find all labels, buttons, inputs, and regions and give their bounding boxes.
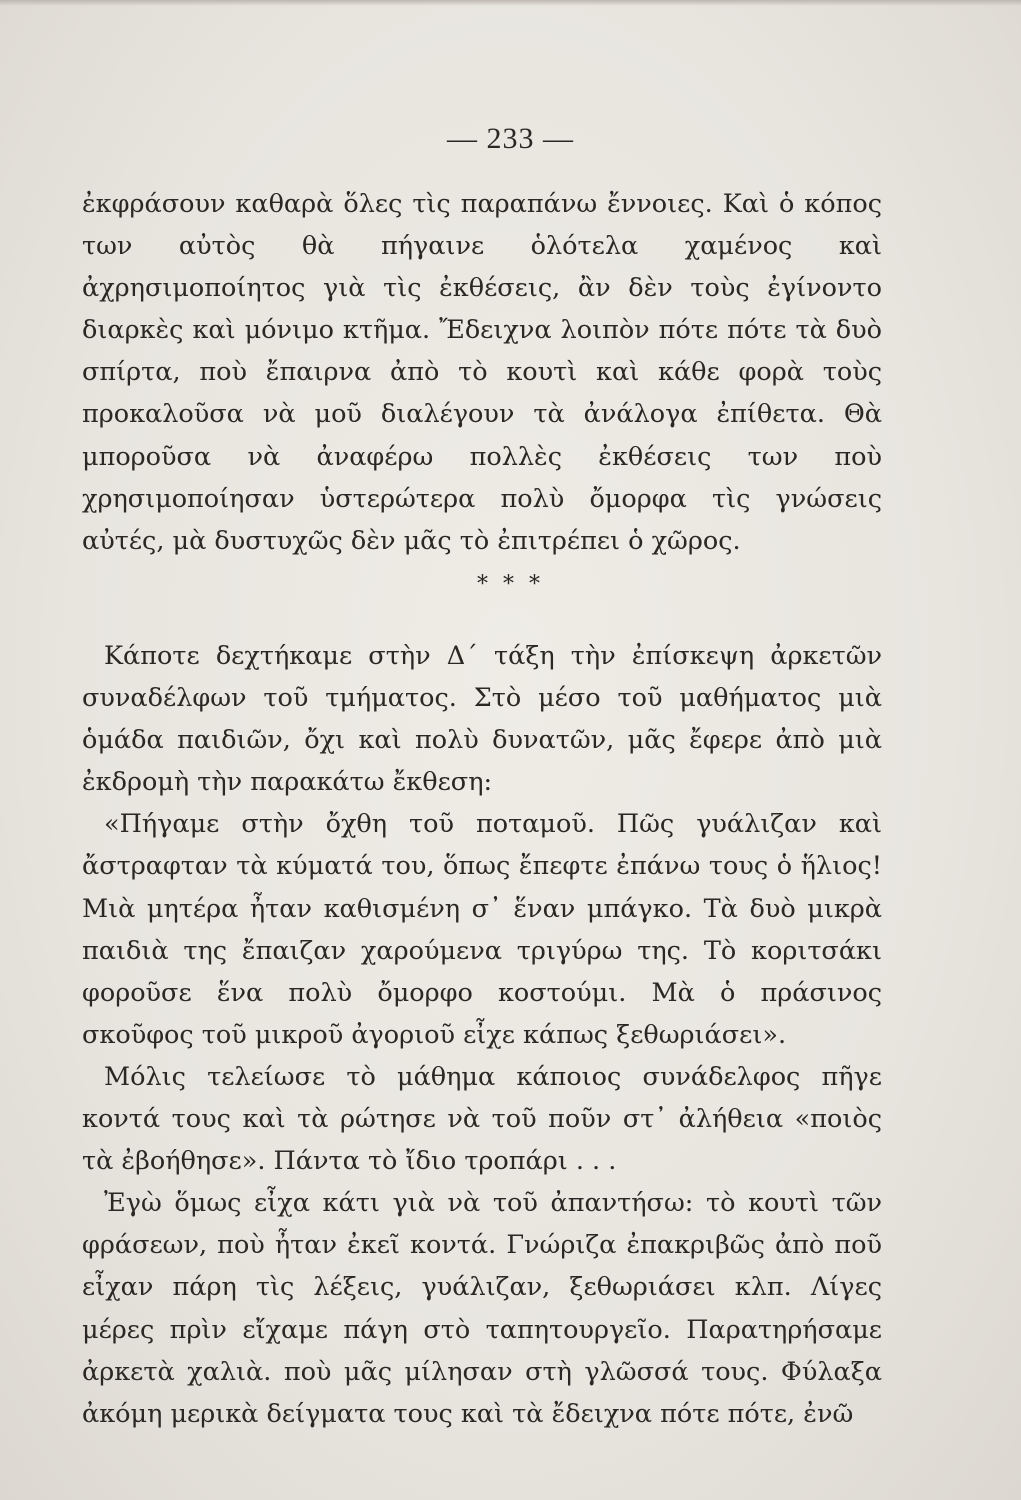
text-block-after-break [82,635,882,1435]
section-break: * * * [477,572,544,597]
paragraph-quote: «Πήγαμε στὴν ὄχθη τοῦ ποταμοῦ. Πῶς γυάλιζαν καὶ ἄστραφταν τὰ κύματά του, ὅπως ἔπεφτε ἐπάνω τους ὁ ἥλιος! Μιὰ μητέρα ἦταν καθισμένη σ᾽ ἕναν μπάγκο. Τὰ δυὸ μικρὰ παιδιὰ της ἔπαιζαν χαρούμενα τριγύρω της. Τὸ κοριτσάκι φοροῦσε ἕνα πολὺ ὄμορφο κοστούμι. Μὰ ὁ πράσινος σκοῦφος τοῦ μικροῦ ἀγοριοῦ εἶχε κάπως ξεθωριάσει». [82,809,882,1050]
paragraph: Ἐγὼ ὅμως εἶχα κάτι γιὰ νὰ τοῦ ἀπαντήσω: τὸ κουτὶ τῶν φράσεων, ποὺ ἦταν ἐκεῖ κοντά. Γνώριζα ἐπακριβῶς ἀπὸ ποῦ εἶχαν πάρη τὶς λέξεις, γυάλιζαν, ξεθωριάσει κλπ. Λίγες μέρες πρὶν εἴχαμε πάγη στὸ ταπητουργεῖο. Παρατηρήσαμε ἀρκετὰ χαλιὰ. ποὺ μᾶς μίλησαν στὴ γλῶσσά τους. Φύλαξα ἀκόμη μερικὰ δείγματα τους καὶ τὰ ἔδειχνα πότε πότε, ἐνῶ [82,1188,882,1429]
paragraph: Κάποτε δεχτήκαμε στὴν Δ΄ τάξη τὴν ἐπίσκεψη ἀρκετῶν συναδέλφων τοῦ τμήματος. Στὸ μέσο τοῦ μαθήματος μιὰ ὁμάδα παιδιῶν, ὄχι καὶ πολὺ δυνατῶν, μᾶς ἔφερε ἀπὸ μιὰ ἐκδρομὴ τὴν παρακάτω ἔκθεση: [82,641,882,798]
page-top-edge [0,0,1021,6]
section-break-asterism [0,572,1021,597]
page-number: — 233 — [447,122,574,155]
text-block-before-break [82,183,882,562]
paragraph: Μόλις τελείωσε τὸ μάθημα κάποιος συνάδελφος πῆγε κοντά τους καὶ τὰ ρώτησε νὰ τοῦ ποῦν στ᾽ ἀλήθεια «ποιὸς τὰ ἐβοήθησε». Πάντα τὸ ἴδιο τροπάρι . . . [82,1061,882,1177]
paragraph: ἐκφράσουν καθαρὰ ὅλες τὶς παραπάνω ἔννοιες. Καὶ ὁ κόπος των αὐτὸς θὰ πήγαινε ὁλότελα χαμένος καὶ ἀχρησιμοποίητος γιὰ τὶς ἐκθέσεις, ἂν δὲν τοὺς ἐγίνοντο διαρκὲς καὶ μόνιμο κτῆμα. Ἔδειχνα λοιπὸν πότε πότε τὰ δυὸ σπίρτα, ποὺ ἔπαιρνα ἀπὸ τὸ κουτὶ καὶ κάθε φορὰ τοὺς προκαλοῦσα νὰ μοῦ διαλέγουν τὰ ἀνάλογα ἐπίθετα. Θὰ μποροῦσα νὰ ἀναφέρω πολλὲς ἐκθέσεις των ποὺ χρησιμοποίησαν ὑστερώτερα πολὺ ὄμορφα τὶς γνώσεις αὐτές, μὰ δυστυχῶς δὲν μᾶς τὸ ἐπιτρέπει ὁ χῶρος. [82,189,882,556]
